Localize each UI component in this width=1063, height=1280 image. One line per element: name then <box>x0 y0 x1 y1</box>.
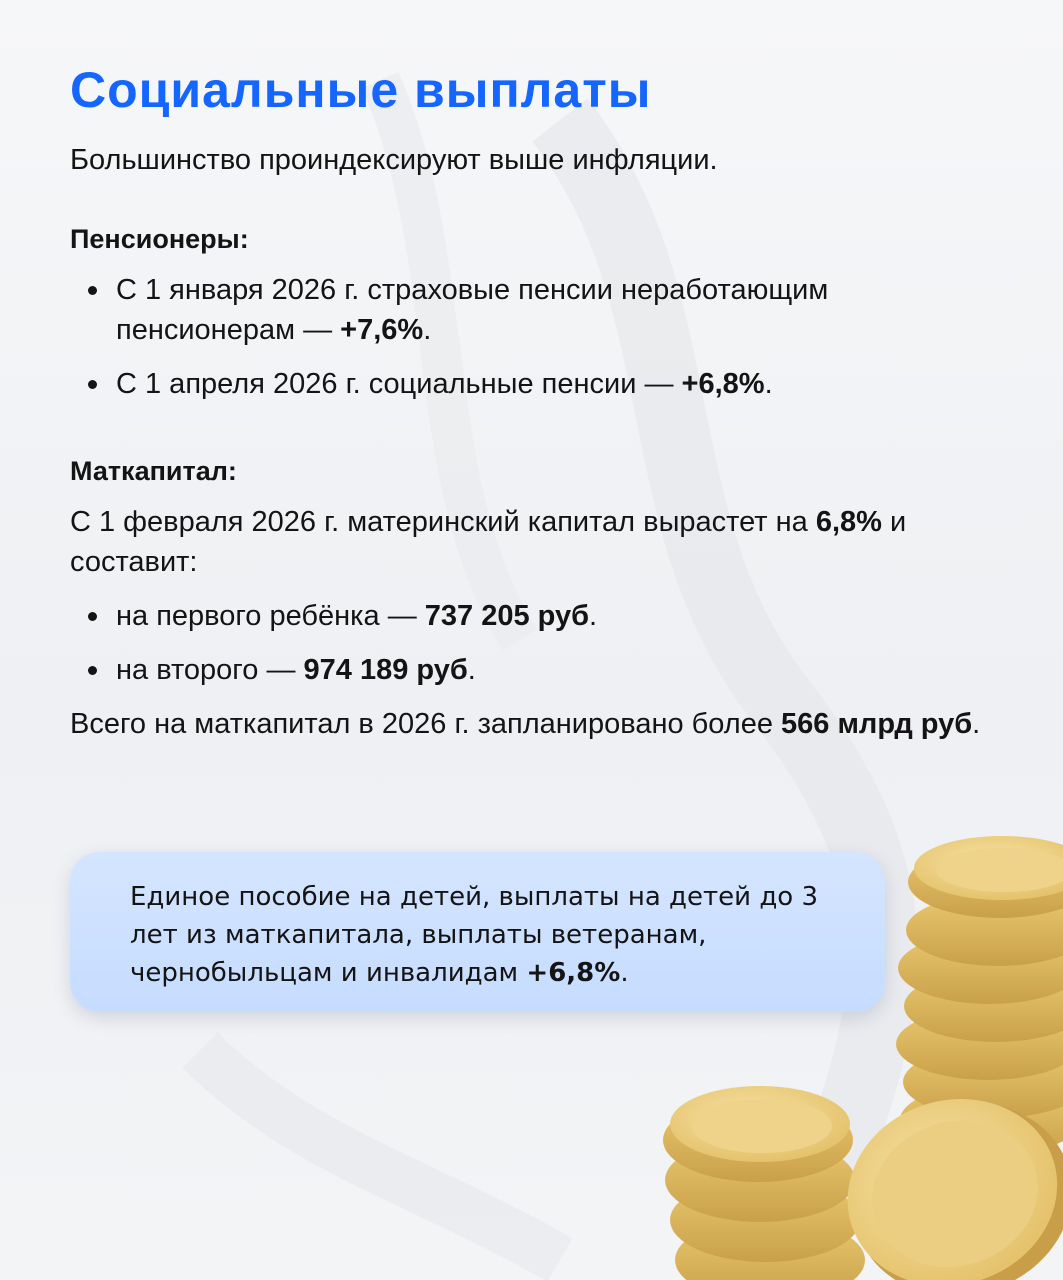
list-item: С 1 января 2026 г. страховые пенсии неработающим пенсионерам — +7,6%. <box>70 270 990 350</box>
list-item: на первого ребёнка — 737 205 руб. <box>70 596 990 636</box>
coins-illustration <box>660 820 1063 1280</box>
matcapital-intro: С 1 февраля 2026 г. материнский капитал вырастет на 6,8% и составит: <box>70 506 907 578</box>
list-item: С 1 апреля 2026 г. социальные пенсии — +6,8%. <box>70 364 990 404</box>
bullet-icon <box>88 286 97 295</box>
bullet-icon <box>88 666 97 675</box>
pensioners-heading: Пенсионеры: <box>70 224 249 254</box>
bullet-icon <box>88 612 97 621</box>
bullet-icon <box>88 380 97 389</box>
lead-text: Большинство проиндексируют выше инфляции. <box>70 144 718 176</box>
callout-text: Единое пособие на детей, выплаты на детей до 3 лет из маткапитала, выплаты ветеранам, чернобыльцам и инвалидам +6,8%. <box>130 882 819 988</box>
matcapital-heading: Маткапитал: <box>70 456 237 486</box>
list-item: на второго — 974 189 руб. <box>70 650 990 690</box>
pensioners-list <box>70 270 990 404</box>
page-title: Социальные выплаты <box>70 62 652 118</box>
main-content <box>70 60 990 744</box>
coin-stack-short <box>663 1086 865 1280</box>
matcapital-list <box>70 596 990 690</box>
matcapital-total: Всего на маткапитал в 2026 г. запланировано более 566 млрд руб. <box>70 708 981 740</box>
